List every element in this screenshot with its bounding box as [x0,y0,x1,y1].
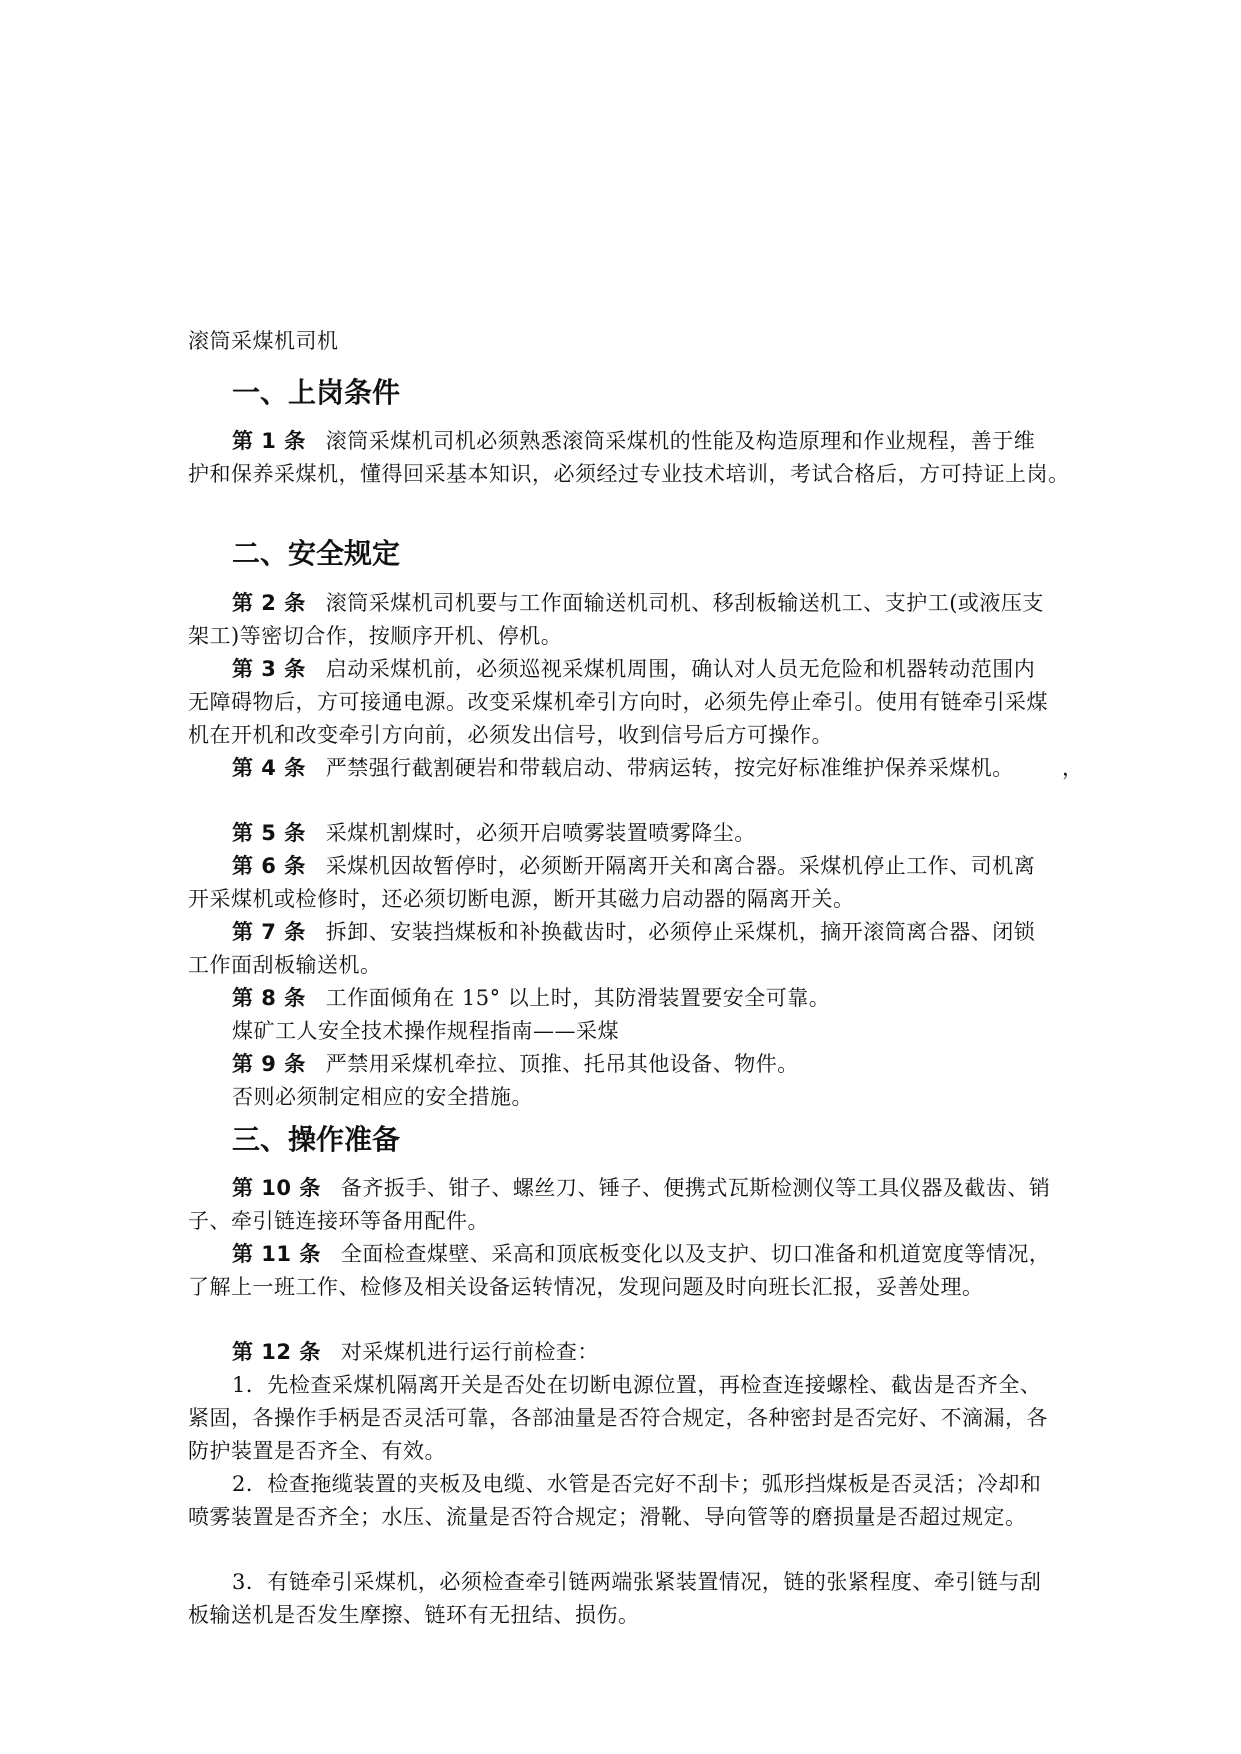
article-9-line-2: 否则必须制定相应的安全措施。 [232,1085,533,1109]
article-text: 对采煤机进行运行前检查： [340,1340,599,1364]
section-heading-3: 三、操作准备 [232,1123,401,1156]
article-1-line-2: 护和保养采煤机，懂得回采基本知识，必须经过专业技术培训，考试合格后，方可持证上岗。 [188,462,1070,486]
article-label: 第 12 条 [232,1340,321,1364]
section-heading-2: 二、安全规定 [232,537,401,570]
article-10-line-1 [232,1172,1050,1205]
article-3-line-1 [232,653,1035,686]
article-label: 第 10 条 [232,1176,321,1200]
article-text: 滚筒采煤机司机要与工作面输送机司机、移刮板输送机工、支护工(或液压支 [325,591,1044,615]
article-11-line-2: 了解上一班工作、检修及相关设备运转情况，发现问题及时向班长汇报，妥善处理。 [188,1275,984,1299]
article-text: 严禁用采煤机牵拉、顶推、托吊其他设备、物件。 [325,1052,799,1076]
article-label: 第 6 条 [232,854,306,878]
article-1-line-1 [232,425,1035,458]
item-1-line-2: 紧固，各操作手柄是否灵活可靠，各部油量是否符合规定，各种密封是否完好、不滴漏，各 [188,1406,1048,1430]
article-text: 启动采煤机前，必须巡视采煤机周围，确认对人员无危险和机器转动范围内 [325,657,1036,681]
article-text: 采煤机割煤时，必须开启喷雾装置喷雾降尘。 [325,821,756,845]
article-label: 第 8 条 [232,986,306,1010]
item-1-line-1: 1．先检查采煤机隔离开关是否处在切断电源位置，再检查连接螺栓、截齿是否齐全、 [232,1373,1042,1397]
article-6-line-2: 开采煤机或检修时，还必须切断电源，断开其磁力启动器的隔离开关。 [188,887,855,911]
article-label: 第 4 条 [232,756,306,780]
item-3-line-1: 3．有链牵引采煤机，必须检查牵引链两端张紧装置情况，链的张紧程度、牵引链与刮 [232,1570,1042,1594]
article-8-line-1 [232,982,830,1015]
section-heading-1: 一、上岗条件 [232,376,401,409]
article-text: 工作面倾角在 15° 以上时，其防滑装置要安全可靠。 [325,986,831,1010]
item-2-line-2: 喷雾装置是否齐全；水压、流量是否符合规定；滑靴、导向管等的磨损量是否超过规定。 [188,1505,1027,1529]
article-10-line-2: 子、牵引链连接环等备用配件。 [188,1209,489,1233]
article-3-line-2: 无障碍物后，方可接通电源。改变采煤机牵引方向时，必须先停止牵引。使用有链牵引采煤 [188,690,1048,714]
article-2-line-2: 架工)等密切合作，按顺序开机、停机。 [188,624,563,648]
article-6-line-1 [232,850,1035,883]
article-5-line-1 [232,817,756,850]
article-7-line-2: 工作面刮板输送机。 [188,953,382,977]
article-text: 拆卸、安装挡煤板和补换截齿时，必须停止采煤机，摘开滚筒离合器、闭锁 [325,920,1036,944]
article-label: 第 7 条 [232,920,306,944]
article-text: 全面检查煤壁、采高和顶底板变化以及支护、切口准备和机道宽度等情况， [340,1242,1051,1266]
article-3-line-3: 机在开机和改变牵引方向前，必须发出信号，收到信号后方可操作。 [188,723,833,747]
article-label: 第 1 条 [232,429,306,453]
article-label: 第 3 条 [232,657,306,681]
article-label: 第 9 条 [232,1052,306,1076]
article-label: 第 5 条 [232,821,306,845]
article-4-line-1 [232,752,1014,785]
document-title: 滚筒采煤机司机 [188,329,339,353]
article-7-line-1 [232,916,1035,949]
article-2-line-1 [232,587,1044,620]
guide-note: 煤矿工人安全技术操作规程指南——采煤 [232,1019,619,1043]
item-3-line-2: 板输送机是否发生摩擦、链环有无扭结、损伤。 [188,1603,640,1627]
article-text: 严禁强行截割硬岩和带载启动、带病运转，按完好标准维护保养采煤机。 [325,756,1014,780]
item-1-line-3: 防护装置是否齐全、有效。 [188,1439,446,1463]
article-11-line-1 [232,1238,1050,1271]
article-text: 滚筒采煤机司机必须熟悉滚筒采煤机的性能及构造原理和作业规程，善于维 [325,429,1036,453]
article-text: 采煤机因故暂停时，必须断开隔离开关和离合器。采煤机停止工作、司机离 [325,854,1036,878]
stray-comma: ， [1062,756,1084,780]
article-12-line-1 [232,1336,599,1369]
article-label: 第 11 条 [232,1242,321,1266]
article-text: 备齐扳手、钳子、螺丝刀、锤子、便携式瓦斯检测仪等工具仪器及截齿、销 [340,1176,1051,1200]
article-label: 第 2 条 [232,591,306,615]
article-9-line-1 [232,1048,799,1081]
item-2-line-1: 2．检查拖缆装置的夹板及电缆、水管是否完好不刮卡；弧形挡煤板是否灵活；冷却和 [232,1472,1042,1496]
